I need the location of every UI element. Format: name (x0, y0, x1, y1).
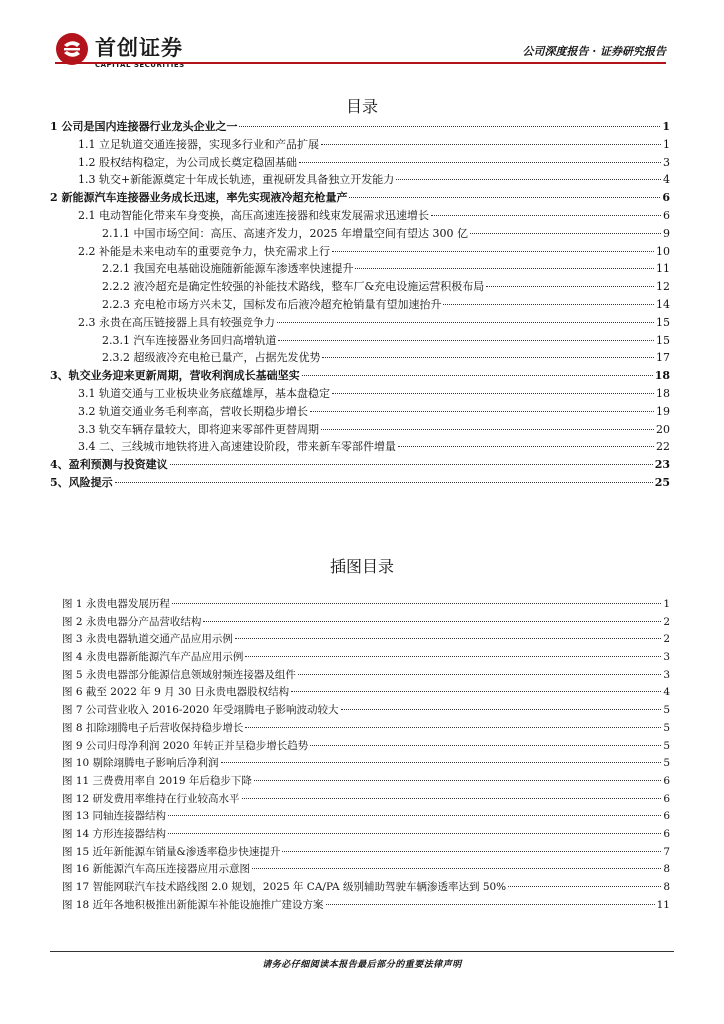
toc-entry-title: 2.2.1 我国充电基础设施随新能源车渗透率快速提升 (102, 262, 354, 276)
toc-entry-page: 10 (656, 244, 670, 258)
header-divider (55, 62, 666, 64)
dot-leader (310, 411, 654, 412)
figure-entry[interactable] (62, 879, 670, 897)
figure-entry-page: 2 (663, 615, 670, 628)
capital-securities-logo-icon (55, 32, 89, 66)
figure-entry-page: 6 (663, 792, 670, 805)
page-header (0, 0, 724, 84)
figure-entry-page: 3 (663, 651, 670, 664)
toc-entry[interactable] (50, 403, 670, 421)
toc-entry-page: 20 (656, 422, 670, 436)
figure-entry-page: 2 (663, 633, 670, 646)
logo-chinese-name: 首创证券 (95, 36, 183, 60)
dot-leader (326, 904, 655, 905)
toc-entry-title: 2.3.2 超级液冷充电枪已量产，占据先发优势 (102, 351, 321, 365)
dot-leader (242, 798, 662, 799)
toc-entry[interactable] (50, 154, 670, 172)
legal-disclaimer: 请务必仔细阅读本报告最后部分的重要法律声明 (262, 960, 462, 970)
figure-entry-title: 图 18 近年各地积极推出新能源车补能设施推广建设方案 (62, 898, 324, 911)
toc-entry-title: 3.1 轨道交通与工业板块业务底蕴雄厚，基本盘稳定 (78, 386, 330, 400)
toc-entry-title: 2.2.3 充电枪市场方兴未艾，国标发布后液冷超充枪销量有望加速抬升 (102, 297, 442, 311)
dot-leader (396, 179, 661, 180)
dot-leader (298, 674, 661, 675)
dot-leader (349, 197, 660, 198)
report-type-label: 公司深度报告 · 证券研究报告 (522, 45, 666, 58)
company-logo (55, 30, 255, 74)
figure-entry-title: 图 13 同轴连接器结构 (62, 810, 167, 823)
toc-entry-page: 22 (656, 440, 670, 454)
toc-entry-page: 3 (663, 155, 670, 169)
toc-entry[interactable] (50, 385, 670, 403)
toc-entry-title: 2.1.1 中国市场空间：高压、高速齐发力，2025 年增量空间有望达 300 亿 (102, 226, 468, 240)
toc-entry-page: 15 (656, 333, 670, 347)
figure-entry-page: 6 (663, 810, 670, 823)
toc-entry[interactable] (50, 349, 670, 367)
figure-entry-title: 图 9 公司归母净利润 2020 年转正并呈稳步增长趋势 (62, 739, 309, 752)
dot-leader (172, 603, 661, 604)
dot-leader (245, 656, 661, 657)
figure-list (62, 596, 670, 914)
toc-entry-title: 3.3 轨交车辆存量较大，即将迎来零部件更替周期 (78, 422, 319, 436)
dot-leader (322, 357, 654, 358)
toc-entry-title: 1.1 立足轨道交通连接器，实现多行业和产品扩展 (78, 137, 319, 151)
figure-entry-title: 图 7 公司营业收入 2016-2020 年受翊腾电子影响波动较大 (62, 704, 339, 717)
toc-entry-page: 1 (663, 137, 670, 151)
figure-entry[interactable] (62, 596, 670, 614)
dot-leader (221, 762, 662, 763)
toc-entry[interactable] (50, 118, 670, 136)
toc-entry[interactable] (50, 314, 670, 332)
toc-entry-page: 18 (654, 369, 670, 383)
footer-divider (50, 951, 674, 952)
dot-leader (443, 304, 654, 305)
toc-entry-page: 25 (654, 475, 670, 489)
dot-leader (470, 233, 661, 234)
toc-entry-page: 1 (662, 120, 670, 133)
toc-entry[interactable] (50, 225, 670, 243)
toc-entry-page: 12 (656, 280, 670, 294)
toc-entry[interactable] (50, 438, 670, 456)
page-footer (0, 951, 724, 981)
dot-leader (235, 638, 661, 639)
figure-entry-title: 图 17 智能网联汽车技术路线图 2.0 规划，2025 年 CA/PA 级别辅助驾驶车辆渗透率达到 50% (62, 881, 507, 893)
figure-entry-title: 图 2 永贵电器分产品营收结构 (62, 615, 202, 628)
toc-entry[interactable] (50, 207, 670, 225)
toc-entry-title: 1.2 股权结构稳定，为公司成长奠定稳固基础 (78, 155, 297, 169)
figure-entry[interactable] (62, 684, 670, 702)
figure-entry-page: 8 (663, 863, 670, 876)
figure-entry[interactable] (62, 649, 670, 667)
figure-entry-title: 图 14 方形连接器结构 (62, 827, 167, 840)
figure-entry-page: 8 (663, 881, 670, 893)
toc-entry-title: 2 新能源汽车连接器业务成长迅速，率先实现液冷超充枪量产 (50, 191, 348, 205)
figure-entry-title: 图 16 新能源汽车高压连接器应用示意图 (62, 863, 251, 876)
dot-leader (115, 482, 653, 483)
figure-entry[interactable] (62, 738, 670, 756)
toc-entry-title: 2.3 永贵在高压链接器上具有较强竞争力 (78, 315, 275, 329)
figure-entry[interactable] (62, 773, 670, 791)
figure-entry-title: 图 10 剔除翊腾电子影响后净利润 (62, 757, 219, 770)
toc-entry[interactable] (50, 171, 670, 189)
dot-leader (341, 709, 662, 710)
toc-entry[interactable] (50, 136, 670, 154)
figure-entry-title: 图 4 永贵电器新能源汽车产品应用示例 (62, 651, 244, 664)
toc-entry[interactable] (50, 296, 670, 314)
figure-entry[interactable] (62, 897, 670, 915)
figure-entry-page: 5 (663, 721, 670, 734)
table-of-contents (50, 118, 670, 492)
toc-entry-page: 6 (662, 191, 670, 205)
figure-entry-page: 6 (663, 827, 670, 840)
dot-leader (508, 886, 661, 887)
figure-entry[interactable] (62, 861, 670, 879)
toc-entry-page: 9 (663, 226, 670, 240)
toc-entry[interactable] (50, 332, 670, 350)
toc-entry-page: 11 (656, 262, 670, 276)
figure-entry-title: 图 11 三费费用率自 2019 年后稳步下降 (62, 774, 252, 787)
dot-leader (168, 833, 661, 834)
toc-entry[interactable] (50, 456, 670, 474)
toc-title: 目录 (345, 97, 378, 116)
figure-entry-page: 6 (663, 774, 670, 787)
figure-entry-page: 4 (663, 686, 670, 699)
figure-entry[interactable] (62, 844, 670, 862)
dot-leader (252, 868, 661, 869)
figure-entry[interactable] (62, 826, 670, 844)
toc-entry-page: 14 (656, 297, 670, 311)
dot-leader (203, 621, 661, 622)
dot-leader (332, 393, 654, 394)
toc-entry-title: 3.2 轨道交通业务毛利率高，营收长期稳步增长 (78, 404, 308, 418)
figure-entry-page: 7 (663, 845, 670, 858)
figure-entry-title: 图 6 截至 2022 年 9 月 30 日永贵电器股权结构 (62, 686, 290, 699)
dot-leader (277, 322, 654, 323)
figure-entry-title: 图 8 扣除翊腾电子后营收保持稳步增长 (62, 721, 244, 734)
dot-leader (299, 162, 661, 163)
toc-entry-title: 2.2 补能是未来电动车的重要竞争力，快充需求上行 (78, 244, 330, 258)
figure-entry-page: 5 (663, 739, 670, 752)
toc-entry-title: 1 公司是国内连接器行业龙头企业之一 (50, 120, 238, 133)
dot-leader (254, 780, 661, 781)
toc-entry-title: 1.3 轨交+新能源奠定十年成长轨迹，重视研发具备独立开发能力 (78, 173, 395, 187)
figure-entry-title: 图 1 永贵电器发展历程 (62, 598, 170, 610)
toc-entry[interactable] (50, 474, 670, 492)
dot-leader (321, 429, 654, 430)
toc-entry-page: 18 (656, 386, 670, 400)
dot-leader (168, 815, 661, 816)
toc-entry-title: 3.4 二、三线城市地铁将进入高速建设阶段，带来新车零部件增量 (78, 440, 396, 454)
dot-leader (239, 126, 660, 127)
figure-entry[interactable] (62, 808, 670, 826)
figure-entry[interactable] (62, 791, 670, 809)
toc-entry-page: 15 (656, 315, 670, 329)
logo-english-name: CAPITAL SECURITIES (95, 61, 185, 69)
toc-entry-title: 2.2.2 液冷超充是确定性较强的补能技术路线，整车厂&充电设施运营积极布局 (102, 280, 485, 294)
figure-list-title: 插图目录 (329, 557, 394, 576)
toc-entry[interactable] (50, 421, 670, 439)
figure-entry-title: 图 15 近年新能源车销量&渗透率稳步快速提升 (62, 845, 281, 858)
dot-leader (431, 215, 661, 216)
dot-leader (302, 375, 653, 376)
dot-leader (332, 251, 654, 252)
figure-entry[interactable] (62, 755, 670, 773)
toc-entry-page: 23 (654, 458, 670, 472)
figure-entry[interactable] (62, 631, 670, 649)
figure-entry-page: 5 (663, 704, 670, 717)
toc-entry[interactable] (50, 278, 670, 296)
toc-entry-title: 2.1 电动智能化带来车身变换，高压高速连接器和线束发展需求迅速增长 (78, 208, 429, 222)
dot-leader (291, 691, 661, 692)
toc-entry-page: 19 (656, 404, 670, 418)
dot-leader (310, 745, 661, 746)
toc-entry[interactable] (50, 260, 670, 278)
figure-entry[interactable] (62, 720, 670, 738)
figure-entry-page: 11 (656, 898, 670, 911)
figure-entry-title: 图 5 永贵电器部分能源信息领域射频连接器及组件 (62, 668, 296, 681)
toc-entry-title: 3、轨交业务迎来更新周期，营收利润成长基础坚实 (50, 369, 300, 383)
figure-entry[interactable] (62, 667, 670, 685)
figure-entry-title: 图 12 研发费用率维持在行业较高水平 (62, 792, 240, 805)
toc-entry-page: 6 (663, 208, 670, 222)
dot-leader (355, 268, 654, 269)
toc-entry[interactable] (50, 189, 670, 207)
toc-entry-page: 4 (663, 173, 670, 187)
figure-entry[interactable] (62, 614, 670, 632)
dot-leader (245, 727, 661, 728)
dot-leader (398, 446, 654, 447)
toc-entry[interactable] (50, 243, 670, 261)
figure-entry-page: 3 (663, 668, 670, 681)
dot-leader (486, 286, 654, 287)
figure-entry-title: 图 3 永贵电器轨道交通产品应用示例 (62, 633, 233, 646)
toc-entry-title: 5、风险提示 (50, 475, 113, 489)
toc-entry-title: 2.3.1 汽车连接器业务回归高增轨道 (102, 333, 277, 347)
toc-entry-page: 17 (656, 351, 670, 365)
toc-entry-title: 4、盈利预测与投资建议 (50, 458, 168, 472)
figure-entry[interactable] (62, 702, 670, 720)
dot-leader (321, 144, 661, 145)
dot-leader (278, 340, 654, 341)
toc-entry[interactable] (50, 367, 670, 385)
dot-leader (282, 851, 661, 852)
dot-leader (170, 464, 653, 465)
figure-entry-page: 5 (663, 757, 670, 770)
figure-entry-page: 1 (663, 598, 670, 610)
